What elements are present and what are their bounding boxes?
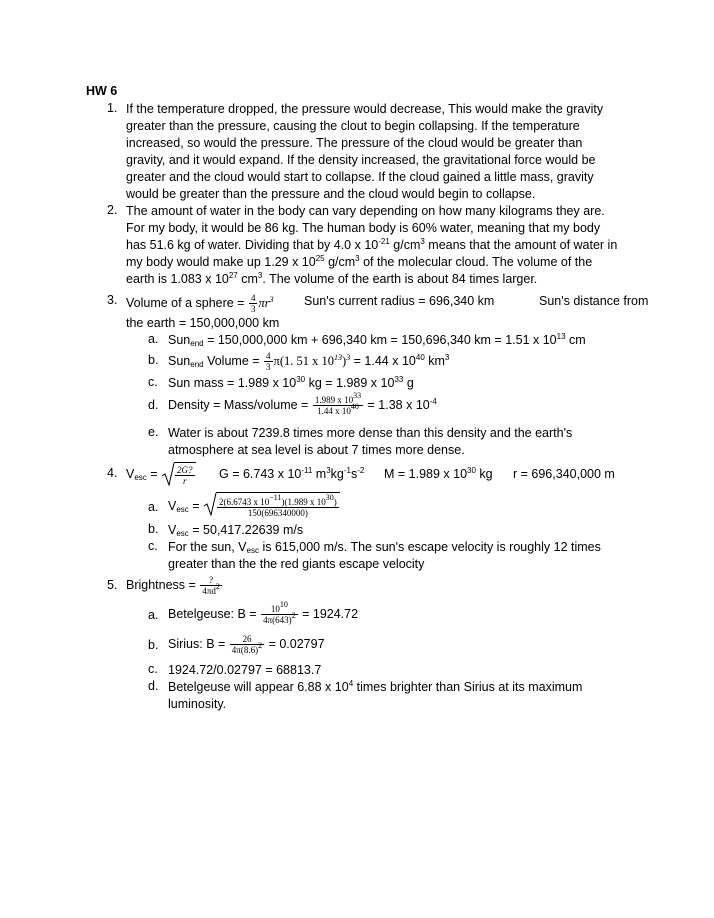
q4-a-label: a. — [148, 500, 159, 514]
square-root-substituted: $\frac{2(6.6743 x 10^{-11})(1.989 x 10^{30})}{150(696340000)}$ — [203, 492, 340, 521]
q3-line-2: the earth = 150,000,000 km — [126, 316, 280, 330]
q5-a-text: Betelgeuse: B = $\frac{10^{10}}{4\pi(643)^2}$ = 1924.72 — [168, 600, 359, 626]
item-number-4: 4. — [107, 466, 118, 480]
q5-formula: Brightness = $\frac{?}{4\pi d^2}$ — [126, 575, 220, 597]
item-number-1: 1. — [107, 101, 118, 115]
q3-e-label: e. — [148, 425, 159, 439]
q4-mass: M = 1.989 x $10^{30}$ kg — [384, 466, 493, 481]
q3-c-label: c. — [148, 375, 158, 389]
q3-sun-radius: Sun's current radius = 696,340 km — [304, 294, 495, 308]
fraction-sirius: $\frac{26}{4\pi(8.6)^2}$ — [231, 634, 263, 656]
q2-line-2: For my body, it would be 86 kg. The human body is 60% water, meaning that my body — [126, 221, 601, 235]
q5-a-label: a. — [148, 608, 159, 622]
item-number-5: 5. — [107, 578, 118, 592]
homework-title: HW 6 — [86, 84, 118, 98]
fraction-brightness: $\frac{?}{4\pi d^2}$ — [202, 575, 220, 597]
q3-d-label: d. — [148, 398, 159, 412]
square-root-escape: $\frac{2G?}{r}$ — [161, 462, 196, 487]
item-number-2: 2. — [107, 203, 118, 217]
q3-e-line-1: Water is about 7239.8 times more dense than this density and the earth's — [168, 426, 573, 440]
q4-formula: $V_{esc}$ = $\frac{2G?}{r}$ — [126, 462, 196, 487]
q3-e-line-2: atmosphere at sea level is about 7 times more dense. — [168, 443, 465, 457]
item-number-3: 3. — [107, 293, 118, 307]
q3-line-1: Volume of a sphere = $\frac{4}{3}$ $\pi r^3$ — [126, 293, 274, 314]
q3-a-text: Sun$_{end}$ = 150,000,000 km + 696,340 km = 150,696,340 km = 1.51 x $10^{13}$ cm — [168, 332, 586, 348]
q1-line-2: greater than the pressure, causing the clout to begin collapsing. If the temperature — [126, 119, 580, 133]
q2-line-3: has 51.6 kg of water. Dividing that by 4.0 x $10^{-21}$ $g/cm^3$ means that the amount of water in — [126, 237, 618, 252]
fraction-density: $\frac{1.989 x 10^{33}}{1.44 x 10^{40}}$ — [314, 391, 362, 417]
q3-sun-distance: Sun's distance from — [539, 294, 649, 308]
q1-line-6: would be greater than the pressure and the cloud would begin to collapse. — [126, 187, 536, 201]
q3-c-text: Sun mass = 1.989 x $10^{30}$ kg = 1.989 x $10^{33}$ g — [168, 375, 414, 390]
q4-c-line-2: greater than the the red giants escape velocity — [168, 557, 425, 571]
q1-line-4: gravity, and it would expand. If the density increased, the gravitational force would be — [126, 153, 596, 167]
q4-gravity-constant: G = 6.743 x $10^{-11}$ $m^3kg^{-1}s^{-2}$ — [219, 466, 365, 481]
q5-c-text: 1924.72/0.02797 = 68813.7 — [168, 663, 322, 677]
q2-line-1: The amount of water in the body can vary depending on how many kilograms they are. — [126, 204, 605, 218]
q4-c-label: c. — [148, 539, 158, 553]
q2-line-4: my body would make up 1.29 x $10^{25}$ $g/cm^3$ of the molecular cloud. The volume of the — [126, 254, 593, 269]
q3-b-label: b. — [148, 353, 159, 367]
q5-d-label: d. — [148, 679, 159, 693]
q4-radius: r = 696,340,000 m — [513, 467, 615, 481]
q3-b-text: Sun$_{end}$ Volume = $\frac{4}{3}$ π(1. 51 x $10^{13})^3 = 1.44$ x $10^{40}$ $km^3$ — [168, 351, 450, 373]
q5-b-label: b. — [148, 638, 159, 652]
q5-d-line-1: Betelgeuse will appear 6.88 x $10^4$ times brighter than Sirius at its maximum — [168, 679, 583, 694]
q5-b-text: Sirius: B = $\frac{26}{4\pi(8.6)^2}$ = 0.02797 — [168, 634, 325, 656]
q2-line-5: earth is 1.083 x $10^{27}$ $cm^3$. The volume of the earth is about 84 times larger. — [126, 271, 538, 286]
q1-line-5: greater and the cloud would start to collapse. If the cloud gained a little mass, gravity — [126, 170, 594, 184]
q1-line-3: increased, so would the pressure. The pressure of the cloud would be greater than — [126, 136, 583, 150]
q4-c-line-1: For the sun, $V_{esc}$ is 615,000 m/s. The sun's escape velocity is roughly 12 times — [168, 540, 601, 555]
q3-a-label: a. — [148, 332, 159, 346]
q5-d-line-2: luminosity. — [168, 697, 227, 711]
q3-d-text: Density = Mass/volume = $\frac{1.989 x 10^{33}}{1.44 x 10^{40}}$ = 1.38 x $10^{-4}$ — [168, 391, 437, 417]
q5-c-label: c. — [148, 662, 158, 676]
q4-b-text: $V_{esc} = 50,417.22639$ m/s — [168, 523, 304, 538]
fraction-four-thirds: $\frac{4}{3}$ — [250, 293, 256, 314]
fraction-betelgeuse: $\frac{10^{10}}{4\pi(643)^2}$ — [263, 600, 296, 626]
fraction-four-thirds-b: $\frac{4}{3}$ — [266, 351, 271, 373]
q1-line-1: If the temperature dropped, the pressure would decrease, This would make the gravity — [126, 102, 604, 116]
q4-b-label: b. — [148, 522, 159, 536]
q4-a-formula: $V_{esc}$ = $\frac{2(6.6743 x 10^{-11})(1.989 x 10^{30})}{150(696340000)}$ — [168, 492, 340, 521]
